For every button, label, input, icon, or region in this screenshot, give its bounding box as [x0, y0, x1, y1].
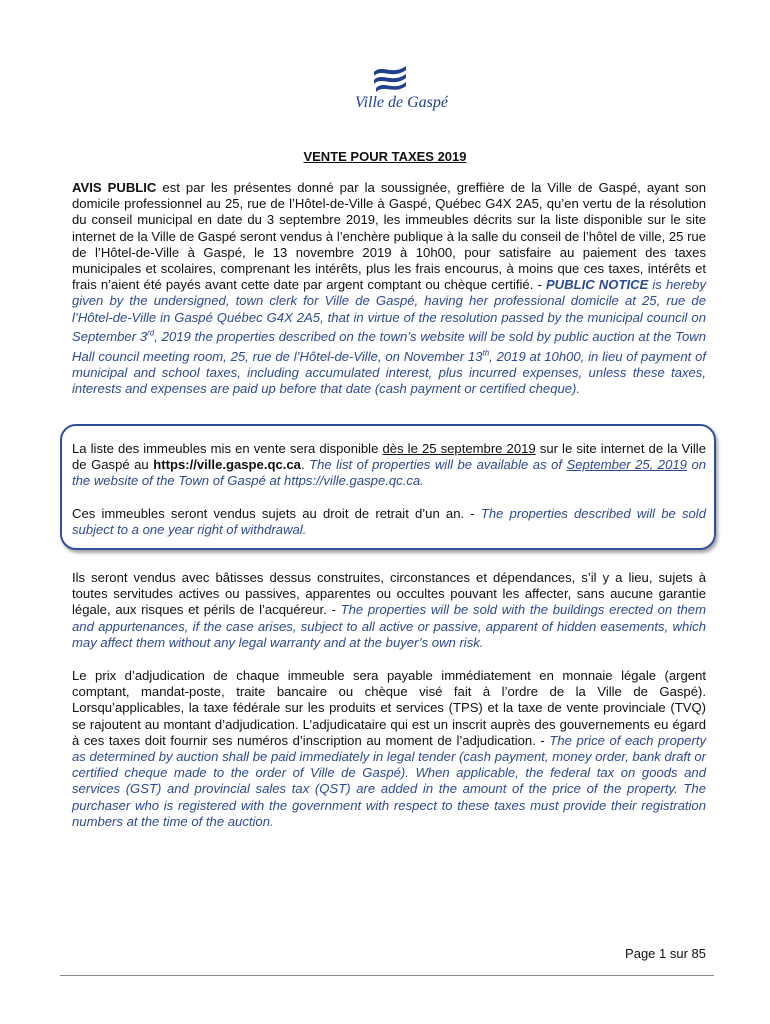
page-number: Page 1 sur 85	[625, 946, 706, 961]
notice-english-part-3: , 2019 at 10h00, in lieu of payment of municipal and school taxes, including accumulated interest, plus incurred expenses, unless these taxes, interests and expenses are paid up before that date (cash payment or certified cheque).	[72, 348, 706, 397]
avis-public-label: AVIS PUBLIC	[72, 180, 157, 195]
notice-english-part-1: is hereby given by the undersigned, town clerk for Ville de Gaspé, having her professional domicile at 25, rue de l’Hôtel-de-Ville in Gaspé Québec G4X 2A5, that in virtue of the resolution passed by the municipal council on September 3	[72, 277, 706, 345]
listing-french-part-1: La liste des immeubles mis en vente sera disponible	[72, 441, 383, 456]
listing-date-fr: dès le 25 septembre 2019	[382, 441, 536, 456]
listing-date-en: September 25, 2019	[566, 457, 687, 473]
logo-text: Ville de Gaspé	[355, 94, 449, 111]
listing-english-part-1: The list of properties will be available as of	[309, 457, 567, 473]
buildings-french-text: Ils seront vendus avec bâtisses dessus construites, circonstances et dépendances, s’il y a lieu, sujets à toutes servitudes actives ou passives, apparentes ou occultes pouvant les affecter, sans aucune garantie légale, aux risques et périls de l’acquéreur. -	[72, 570, 706, 618]
superscript-rd: rd	[147, 328, 155, 338]
superscript-th: th	[482, 348, 490, 358]
document-title: VENTE POUR TAXES 2019	[303, 149, 467, 164]
withdrawal-paragraph	[72, 506, 706, 538]
buildings-english-text: The properties will be sold with the buildings erected on them and appurtenances, if the case arises, subject to all active or passive, apparent of hidden easements, which may affect them without any legal warranty and at the buyer’s own risk.	[72, 602, 706, 650]
buildings-paragraph	[72, 570, 706, 651]
website-link[interactable]: https://ville.gaspe.qc.ca	[153, 457, 301, 473]
withdrawal-french-text: Ces immeubles seront vendus sujets au droit de retrait d’un an. -	[72, 506, 481, 521]
town-logo	[355, 62, 449, 122]
footer-divider	[60, 975, 714, 976]
listing-french-part-2: sur le site internet de la Ville de Gaspé au	[72, 441, 706, 473]
notice-english-part-2: , 2019 the properties described on the town’s website will be sold by public auction at the Town Hall council meeting room, 25, rue de l’Hôtel-de-Ville, on November 13	[72, 329, 706, 364]
notice-french-text: est par les présentes donné par la soussignée, greffière de la Ville de Gaspé, ayant son domicile professionnel au 25, rue de l’Hôtel-de-Ville à Gaspé, Québec G4X 2A5, qu’en vertu de la résolution du conseil municipal en date du 3 septembre 2019, les immeubles décrits sur la liste disponible sur le site internet de la Ville de Gaspé seront vendus à l’enchère publique à la salle du conseil de l’hôtel de ville, 25 rue de l’Hôtel-de-Ville à Gaspé, le 13 novembre 2019 à 10h00, pour satisfaire au paiement des taxes municipales et scolaires, comprenant les intérêts, plus les frais encourus, à moins que ces taxes, intérêts et frais n’aient été payés avant cette date par argent comptant ou chèque certifié. -	[72, 180, 706, 293]
price-english-text: The price of each property as determined by auction shall be paid immediately in legal tender (cash payment, money order, bank draft or certified cheque made to the order of Ville de Gaspé). When applicable, the federal tax on goods and services (GST) and provincial sales tax (QST) are added in the amount of the price of the property. The purchaser who is registered with the government with respect to these taxes must provide their registration numbers at the time of the auction.	[72, 732, 707, 829]
wave-emblem-icon	[370, 62, 410, 94]
price-french-text: Le prix d’adjudication de chaque immeuble sera payable immédiatement en monnaie légale (argent comptant, mandat-poste, traite bancaire ou chèque visé fait à l’ordre de la Ville de Gaspé). Lorsqu’applicables, la taxe fédérale sur les produits et services (TPS) et la taxe de vente provinciale (TVQ) se rajoutent au montant d’adjudication. L’adjudicataire qui est un inscrit auprès des gouvernements eu égard à ces taxes doit fournir ses numéros d’inscription au moment de l’adjudication. -	[72, 668, 706, 748]
withdrawal-english-text: The properties described will be sold subject to a one year right of withdrawal.	[72, 506, 706, 538]
notice-english-text	[72, 277, 706, 396]
price-paragraph	[72, 668, 706, 830]
public-notice-paragraph	[72, 180, 706, 397]
listing-english-part-2: on the website of the Town of Gaspé at https://ville.gaspe.qc.ca.	[72, 457, 707, 489]
listing-availability-paragraph	[72, 441, 706, 490]
listing-french-part-3: .	[300, 457, 310, 473]
public-notice-label: PUBLIC NOTICE	[545, 277, 649, 293]
